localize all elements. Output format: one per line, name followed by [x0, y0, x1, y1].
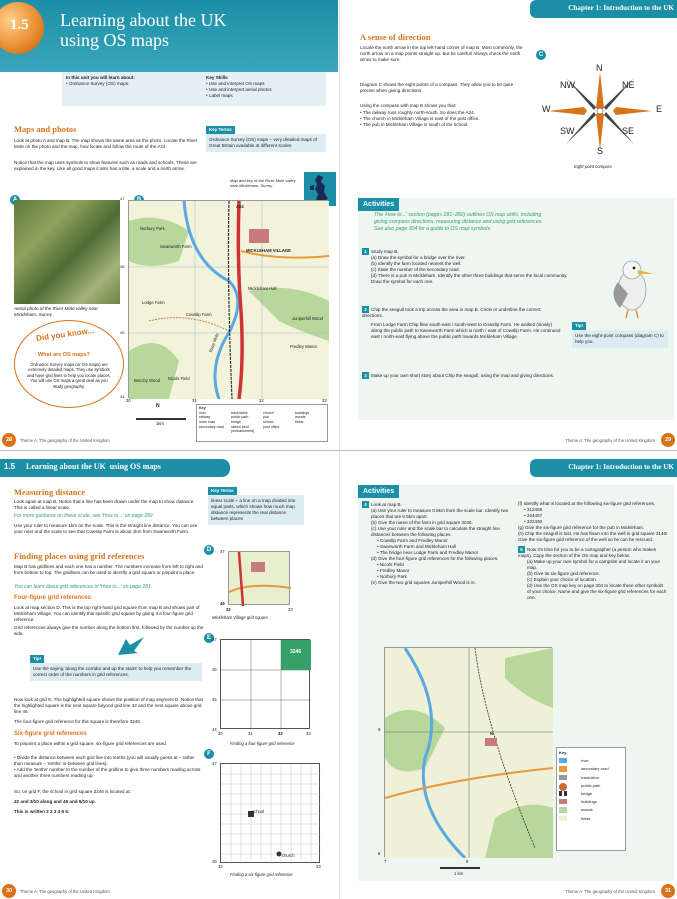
activity-2 — [362, 306, 562, 340]
four-figure-p1: Look at map section D. This is the top right-hand grid square from map B and shows part of Mickleham Village. You can identify this specific grid square by giving it a four-figure grid reference. — [14, 605, 200, 622]
key-terms-label: Key Terms — [206, 126, 235, 134]
f-caption: Finding a six-figure grid reference — [230, 872, 293, 877]
activity-item: (a) Make up your own symbol for a campsite and locate it on your map. — [527, 558, 661, 570]
grid-y-label: 46 — [120, 264, 125, 269]
measuring-heading: Measuring distance — [14, 487, 86, 497]
key-item: track/drive — [231, 410, 248, 415]
activity-item: (g) Give the six-figure grid reference for the pub in Mickleham. — [518, 524, 645, 530]
title-line-2: using OS maps — [60, 30, 170, 50]
key-title: Key — [559, 750, 567, 755]
key-item: bridge — [559, 791, 623, 796]
key-item: buildings — [559, 799, 623, 804]
cartographer-map — [384, 647, 552, 857]
tip-box — [30, 655, 202, 681]
key-item: raised land (embankment) — [231, 424, 255, 434]
activity-subitem: • 312468 — [524, 507, 668, 513]
finding-p1: Map B has gridlines and each one has a number. The numbers increase from left to right and from bottom to top. The gridlines can be used to identify a grid square or pinpoint a place. — [14, 564, 203, 575]
key-item: school — [263, 420, 274, 425]
scale-bar — [136, 418, 186, 420]
chapter-header — [530, 0, 677, 18]
did-you-know-title: Did you know... — [35, 325, 95, 344]
grid-x-label: 31 — [192, 398, 197, 403]
page-28 — [0, 0, 338, 449]
activity-item: (d) Use the OS map key on page 304 to locate three other symbols of your choice. Name and give the six-figure grid references for each one. — [527, 582, 667, 600]
direction-bullet: • The church in Mickleham Village is east of the post office. — [360, 116, 524, 122]
activity-item: (h) Chip the seagull is lost. He has flown into the well in grid square 3146! Give the six-figure grid reference of the well so he can be rescued. — [518, 530, 668, 542]
direction-bullet: • The pub in Mickleham Village is south of the school. — [360, 122, 524, 128]
compass-se: SE — [622, 126, 635, 136]
e-x-label: 30 — [218, 731, 223, 736]
map-label: Nicols Field — [168, 376, 190, 381]
label-d: D — [204, 545, 214, 555]
grid-x-label: 32 — [259, 398, 264, 403]
f-x-left: 32 — [218, 864, 223, 869]
learn-list — [66, 81, 196, 87]
activity-subitem: • 324457 — [524, 513, 668, 519]
compass-n: N — [596, 63, 603, 73]
f-x-right: 33 — [316, 864, 321, 869]
map-key — [556, 747, 626, 851]
e-y-label: 46 — [212, 667, 217, 672]
key-item: river — [559, 758, 623, 763]
skill-item: • Label maps — [206, 93, 322, 99]
key-item: public path — [231, 415, 249, 420]
key-item: main road — [199, 420, 215, 425]
activity-item: (e) Give the two grid squares Juniperhill Wood is in. — [371, 579, 476, 585]
learn-heading: In this unit you will learn about: — [66, 75, 135, 80]
map-y-top: 9 — [378, 727, 381, 732]
north-arrow — [156, 403, 160, 410]
page-number: 29 — [661, 433, 675, 447]
four-figure-p4: The four-figure grid reference for this square is therefore 3246. — [14, 719, 142, 724]
e-x-label: 33 — [306, 731, 311, 736]
compass-s: S — [597, 146, 604, 156]
maps-paragraph-2: Notice that the map uses symbols to show features such as roads and schools. These are explained in the key. Like all good maps it also has a title, a scale and a north arrow. — [14, 160, 197, 171]
e-x-label: 31 — [248, 731, 253, 736]
grid-y-label: 44 — [120, 394, 125, 399]
page-29 — [339, 0, 677, 449]
d-number: 32 — [226, 607, 231, 612]
tip-label: Tip! — [30, 655, 44, 663]
map-label: Juniperhill Wood — [292, 316, 323, 321]
key-item: secondary road — [559, 766, 623, 771]
activity-item: (a) Use your ruler to measure 0.5km from the scale bar. Identify two places that are 0.5km apart. — [371, 508, 509, 519]
page-number: 30 — [2, 884, 16, 898]
section-title: Learning about the UK using OS maps — [26, 462, 161, 471]
tip-text: Use the eight-point compass (diagram C) to help you. — [572, 330, 668, 348]
page-footer: Theme A: The geography of the United Kingdom — [20, 888, 110, 894]
key-item: bridge — [231, 420, 241, 425]
section-number: 1.5 — [10, 17, 29, 33]
finding-link: You can learn about grid references in 'How to...' on page 281. — [14, 584, 153, 590]
map-x-left: 7 — [384, 859, 387, 864]
tip-text: Use the saying 'along the corridor and up the stairs' to help you remember the correct order of the numbers in grid references. — [30, 663, 202, 681]
label-c: C — [536, 50, 546, 60]
activity-item: (a) Draw the symbol for a bridge over the river. — [371, 255, 466, 260]
d-number: 33 — [288, 607, 293, 612]
chapter-header — [530, 459, 677, 477]
spread-1 — [0, 0, 677, 449]
measuring-p2: Use your ruler to measure 1km on the scale. This is the straight line distance. You can use your ruler and the scale to see that Cowslip Farm is about 1km from Swanworth Farm. — [14, 523, 198, 534]
maps-paragraph-1: Look at photo A and map B. The map shows the same area as the photo. Locate the River Mole on the photo and the map, how locate and follow the route of the A24. — [14, 138, 198, 149]
chapter-title: Chapter 1: Introduction to the UK — [568, 4, 674, 12]
key-terms-label: Key Terms — [208, 487, 237, 495]
activity-number: 5 — [518, 546, 525, 553]
key-item: secondary road — [199, 424, 224, 429]
north-label: N — [490, 731, 494, 736]
dyk-text: Ordnance Survey maps (or OS maps) are extremely detailed maps. They use symbols and have grid lines to help you locate places. You will use OS maps a great deal as you study geography. — [27, 362, 111, 389]
page-30 — [0, 451, 338, 899]
f-y-bottom: 46 — [212, 859, 217, 864]
activity-passage: From Lodge Farm Chip flew south-east / south-west to Cowslip Farm. He walked (slowly) along the public path to Swanworth Farm which is north / east of Cowslip Farm. He continued east / north-east flying above the public path towards Mickleham Village. — [371, 321, 561, 339]
tip-box — [572, 322, 668, 348]
direction-bullet: • The railway runs roughly north-south. So does the A24. — [360, 110, 524, 116]
page-number: 28 — [2, 433, 16, 447]
six-figure-item: • Divide the distance between each grid line into tenths (you will usually guess at – rather than measure – 'tenths' in-between grid lines). — [14, 755, 204, 767]
key-item: woods — [295, 415, 306, 420]
grid-f — [220, 763, 320, 863]
page-footer: Theme A: The geography of the United Kingdom — [565, 437, 655, 443]
d-number: 47 — [220, 549, 225, 554]
key-terms-box — [208, 487, 304, 525]
activity-item: (d) There is a pub in Mickleham. Identify the other three buildings that serve the local community. Draw the symbol for each one. — [371, 272, 568, 284]
label-e: E — [204, 633, 214, 643]
key-terms-box — [206, 126, 326, 152]
page-footer: Theme A: The geography of the United Kingdom — [20, 437, 110, 443]
activity-subitem: • Norbury Park — [377, 574, 512, 580]
activity-number: 1 — [362, 248, 369, 255]
skill-item: • Use and interpret aerial photos — [206, 87, 322, 93]
activity-text: Study map B. — [371, 249, 399, 254]
activities-label: Activities — [358, 198, 399, 211]
activity-subitem: • Fredley Manor — [377, 568, 512, 574]
church-label: church — [282, 853, 295, 858]
arrow-icon — [116, 635, 146, 657]
activity-item: (f) Identify what is located at the following six-figure grid references. — [518, 501, 656, 506]
activity-3 — [362, 372, 562, 379]
six-figure-p2: So, on grid F, the school in grid square 3246 is located at: — [14, 789, 131, 794]
activity-4-col1 — [362, 501, 512, 586]
six-figure-p3: 32 and 3/10 along and 46 and 5/10 up. — [14, 799, 96, 804]
four-figure-p3: Now look at grid E. The highlighted square shows the position of map segment D. Notice that the highlighted square is the next square beyond grid line 32 and the next square above grid line 46. — [14, 697, 203, 714]
measuring-link: For more guidance on linear scale, see 'How to...' on page 282. — [14, 513, 155, 519]
map-label: Norbury Park — [140, 226, 165, 231]
activity-item: (c) Explain your choice of location. — [527, 576, 597, 582]
tip-label: Tip! — [572, 322, 586, 330]
six-figure-list — [14, 755, 204, 779]
map-label: Lodge Farm — [142, 300, 165, 305]
e-caption: Finding a four-figure grid reference — [230, 741, 295, 746]
activity-number: 2 — [362, 306, 369, 313]
e-highlight-label: 3246 — [290, 649, 302, 655]
grid-y-label: 45 — [120, 330, 125, 335]
four-figure-p2: Grid references always give the number along the bottom first, followed by the number up the side. — [14, 625, 204, 636]
key-item: woods — [559, 807, 623, 812]
map-key — [196, 404, 328, 442]
map-label: Mickleham Hall — [248, 286, 277, 291]
key-title: Key — [199, 406, 206, 410]
activity-item: (d) Give the four-figure grid references for the following places. — [371, 555, 499, 561]
direction-p2: Diagram C shows the eight points of a compass. They allow you to be quite precise when giving directions. — [360, 82, 514, 93]
activity-item: (c) State the number of the secondary road. — [371, 266, 460, 272]
skills-list — [206, 81, 322, 99]
measuring-p1: Look again at map B. Notice that a line has been drawn under the map to show distance. This is called a linear scale. — [14, 499, 195, 510]
map-x-right: 8 — [466, 859, 469, 864]
key-item: track/drive — [559, 775, 623, 780]
grid-x-label: 30 — [126, 398, 131, 403]
key-item: railway — [199, 415, 211, 420]
compass-e: E — [656, 104, 663, 114]
activity-subitem: • Swanworth Farm and Mickleham Hall — [377, 544, 512, 550]
activity-text: Chip the seagull took a trip across the area in map B. Circle or underline the correct directions. — [362, 307, 541, 318]
key-item: public path — [559, 783, 623, 788]
map-label: Beechy Wood — [134, 378, 160, 383]
grid-y-label: 47 — [120, 196, 125, 201]
key-item: pub — [263, 415, 269, 420]
map-label: Swanworth Farm — [160, 244, 192, 249]
page-31 — [339, 451, 677, 899]
north-label: N — [156, 403, 160, 409]
key-item: fields — [295, 420, 304, 425]
map-label: Cowslip Farm — [186, 312, 212, 317]
compass-ne: NE — [622, 80, 635, 90]
map-label: Fredley Manor — [290, 344, 317, 349]
label-f: F — [204, 749, 214, 759]
scale-bar — [440, 867, 480, 869]
seagull-illustration — [598, 250, 668, 320]
map-label: MICKLEHAM VILLAGE — [246, 248, 291, 253]
six-figure-item: • Add the 'tenths' number to the number of the gridline to give three numbers reading across and another three numbers reading up. — [14, 767, 204, 779]
six-figure-p1: To pinpoint a place within a grid square, six-figure grid references are used. — [14, 741, 167, 746]
activity-subitem: • Nicols Field — [377, 562, 512, 568]
six-figure-p4: This is written 3 2 3 4 6 5. — [14, 809, 70, 814]
key-item: post office — [263, 424, 280, 429]
activity-text: Look at map B. — [371, 502, 402, 507]
key-terms-text: linear scale – a line on a map divided into equal parts, which shows how much map distance represents the real distance between places — [208, 495, 304, 525]
direction-heading: A sense of direction — [360, 32, 431, 42]
d-caption: Mickleham Village grid square — [212, 615, 268, 620]
direction-p3: Using the compass with map B shows you that: — [360, 103, 457, 108]
activity-text: Now it's time for you to be a cartographer (a person who makes maps). Copy the section of the OS map and key below. — [518, 546, 657, 558]
section-header — [0, 459, 230, 477]
e-x-label: 32 — [278, 731, 283, 736]
page-title — [60, 10, 226, 50]
page-footer: Theme A: The geography of the United Kingdom — [565, 888, 655, 894]
church-symbol — [277, 852, 282, 857]
e-y-label: 45 — [212, 697, 217, 702]
direction-p1: Locate the north arrow in the top left-hand corner of map B. Most commonly, the north arrow on a map points straight up. But be careful! Always check the north arrow to make sure. — [360, 45, 523, 62]
activity-1 — [362, 248, 572, 285]
four-figure-heading: Four-figure grid references — [14, 595, 92, 601]
activity-text: Make up your own short story about Chip the seagull, using the map and giving directions. — [371, 373, 555, 378]
activity-subitem: • Cowslip Farm and Fredley Manor — [377, 538, 512, 544]
scale-label: 1 km — [454, 871, 464, 876]
map-caption: Map and key of the River Mole valley near Mickleham, Surrey — [230, 178, 296, 189]
chapter-title: Chapter 1: Introduction to the UK — [568, 463, 674, 471]
activities-label: Activities — [358, 485, 399, 498]
direction-bullets — [360, 110, 524, 128]
activity-4-col2 — [518, 501, 668, 601]
six-figure-heading: Six-figure grid references — [14, 731, 87, 737]
school-label: school — [252, 809, 265, 814]
photo-caption: Aerial photo of the River Mole valley near Mickleham, Surrey — [14, 306, 99, 317]
activity-item: (b) Give its six-figure grid reference. — [527, 570, 601, 576]
aerial-photo — [14, 200, 120, 304]
dyk-question: What are OS maps? — [38, 352, 90, 358]
activities-intro: The 'How to...' section (pages 281–282) outlines OS map skills, including giving compass directions, measuring distance and using grid references. See also page 304 for a guide to OS map symbols. — [374, 212, 543, 232]
skill-item: • Use and interpret OS maps — [206, 81, 322, 87]
compass-caption: Eight-point compass — [574, 164, 612, 169]
activity-subitem: • The bridge near Lodge Farm and Fredley Manor — [377, 550, 512, 556]
maps-heading: Maps and photos — [14, 124, 77, 134]
key-item: river — [199, 410, 206, 415]
title-line-1: Learning about the UK — [60, 10, 227, 30]
e-y-label: 44 — [212, 727, 217, 732]
map-y-bottom: 8 — [378, 851, 381, 856]
spread-2 — [0, 450, 677, 899]
activity-subitem: • 322460 — [524, 519, 668, 525]
grid-x-label: 33 — [322, 398, 327, 403]
scale-label: 1km — [156, 421, 164, 426]
learn-box — [62, 72, 326, 106]
activity-number: 3 — [362, 372, 369, 379]
finding-heading: Finding places using grid references — [14, 551, 145, 561]
skills-heading: Key Skills — [206, 75, 228, 80]
learn-item: • Ordnance Survey (OS) maps. — [66, 81, 196, 87]
activity-item: (c) Use your ruler and the scale bar to calculate the straight line distances between the following places. — [371, 525, 500, 537]
activity-item: (b) Give the name of the farm in grid square 3045. — [371, 519, 473, 525]
key-item: fields — [559, 816, 623, 821]
activity-item: (b) Identify the farm located nearest the well. — [371, 260, 462, 266]
key-terms-text: Ordnance Survey (OS) maps – very detailed maps of Great Britain available at different scales — [206, 134, 326, 152]
map-label: River Mole — [208, 332, 220, 353]
page-number: 31 — [661, 884, 675, 898]
d-number: 46 — [220, 601, 225, 606]
compass-nw: NW — [560, 80, 575, 90]
key-item: buildings — [295, 410, 310, 415]
activity-number: 4 — [362, 501, 369, 508]
map-d — [228, 551, 290, 605]
section-number: 1.5 — [4, 462, 16, 471]
f-y-top: 47 — [212, 761, 217, 766]
key-item: church — [263, 410, 274, 415]
compass-w: W — [542, 104, 551, 114]
map-label: A24 — [236, 204, 244, 209]
compass-sw: SW — [560, 126, 575, 136]
e-y-label: 47 — [212, 637, 217, 642]
